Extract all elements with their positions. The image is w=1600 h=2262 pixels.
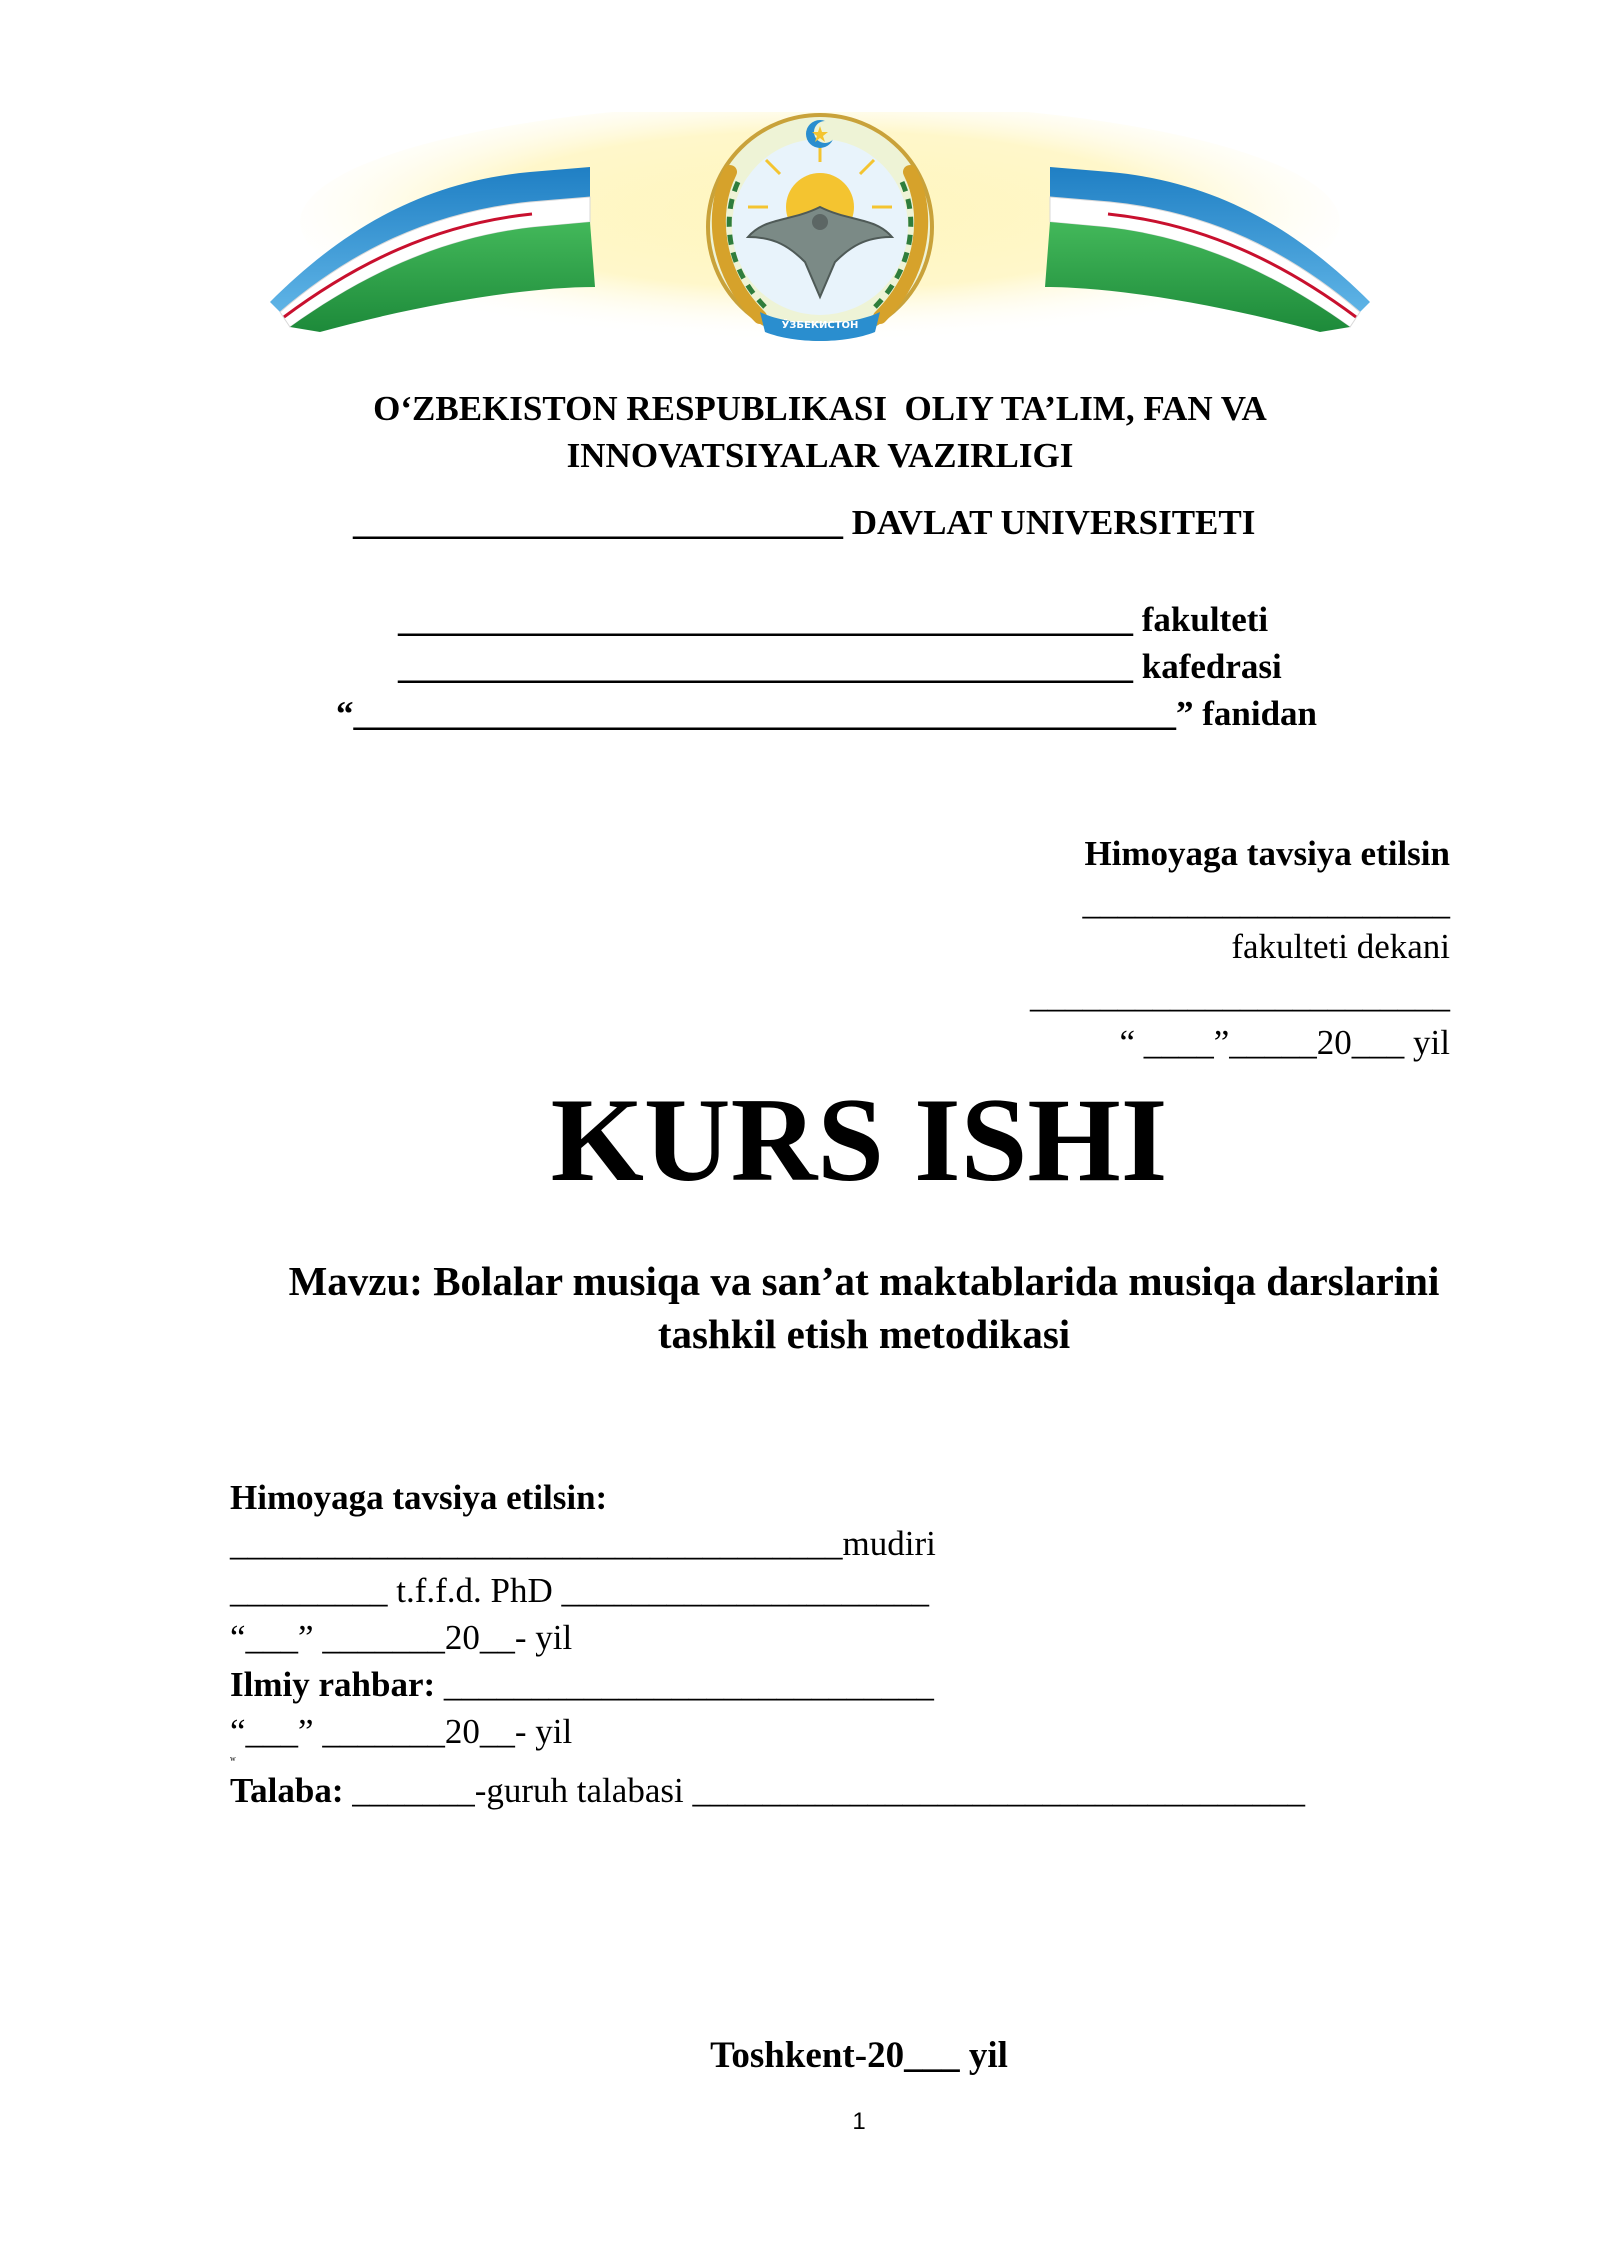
dean-label: fakulteti dekani	[1231, 927, 1450, 966]
student-group-line: _______-guruh talabasi ___________________________________	[343, 1771, 1305, 1810]
head-of-department-line: ___________________________________mudiri	[230, 1524, 936, 1563]
student-line	[230, 1768, 1305, 1814]
emblem-ribbon-text: ЎЗБЕКИСТОН	[781, 320, 859, 331]
state-emblem-image	[260, 112, 1380, 342]
approval-date-2: “___” _______20__- yil	[230, 1712, 573, 1751]
university-line: ____________________________ DAVLAT UNIVERSITETI	[353, 503, 1256, 542]
department-line: __________________________________________ kafedrasi	[398, 647, 1282, 686]
approval-heading: Himoyaga tavsiya etilsin	[1084, 834, 1450, 873]
subject-line: “_______________________________________________” fanidan	[336, 694, 1318, 733]
dean-signature-line: _____________________	[1082, 883, 1450, 922]
ministry-line-1: O‘ZBEKISTON RESPUBLIKASI OLIY TA’LIM, FAN VA	[373, 389, 1267, 428]
topic-line-1: Mavzu: Bolalar musiqa va san’at maktablarida musiqa darslarini	[288, 1258, 1440, 1304]
ministry-line-2: INNOVATSIYALAR VAZIRLIGI	[566, 436, 1074, 475]
city-year: Toshkent-20___ yil	[710, 2035, 1008, 2076]
degree-line: _________ t.f.f.d. PhD _____________________	[230, 1571, 930, 1610]
page-number: 1	[852, 2108, 866, 2135]
document-title: KURS ISHI	[550, 1073, 1168, 1206]
emblem-circle	[708, 115, 932, 341]
faculty-line: __________________________________________ fakulteti	[398, 600, 1269, 639]
student-label: Talaba:	[230, 1771, 344, 1810]
approval-date: “ ____”_____20___ yil	[1119, 1023, 1450, 1062]
approval-date-1: “___” _______20__- yil	[230, 1618, 573, 1657]
topic-line-2: tashkil etish metodikasi	[657, 1311, 1071, 1357]
advisor-line	[230, 1662, 934, 1708]
dean-name-line: ________________________	[1030, 976, 1450, 1015]
small-mark: w	[230, 1754, 236, 1763]
advisor-signature-line: ____________________________	[435, 1665, 934, 1704]
advisor-label: Ilmiy rahbar:	[230, 1665, 436, 1704]
approval-bottom-heading: Himoyaga tavsiya etilsin:	[230, 1478, 608, 1517]
